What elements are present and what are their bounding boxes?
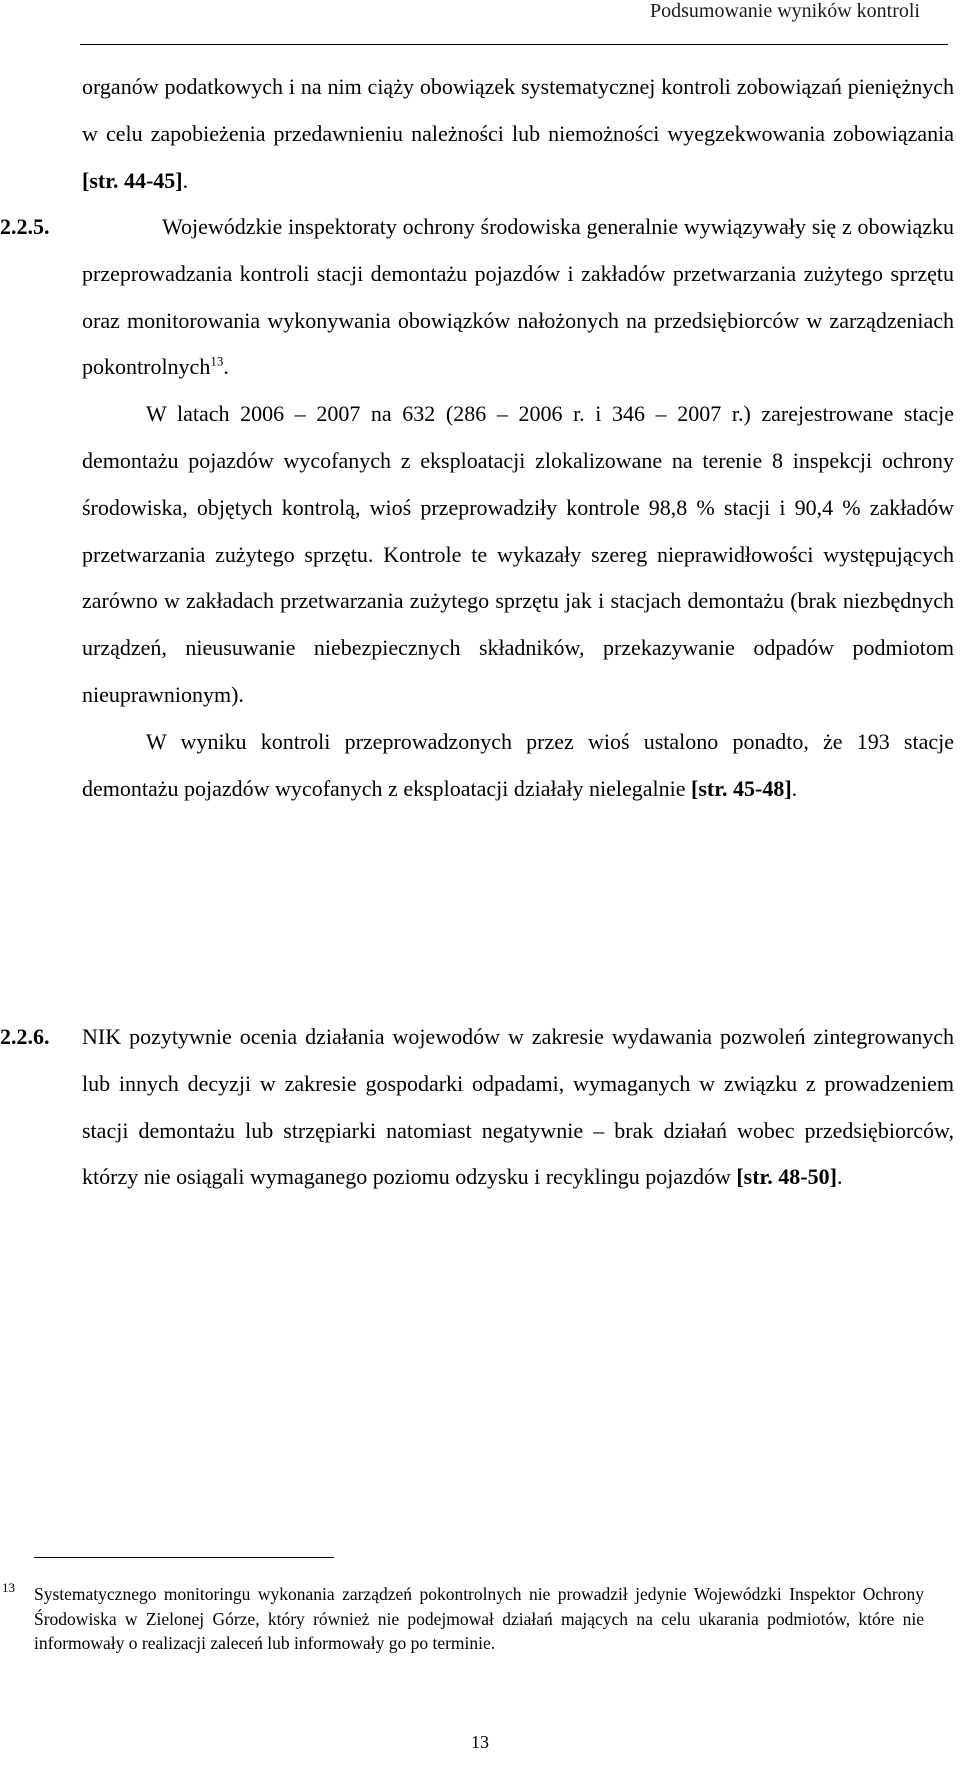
running-header-title: Podsumowanie wyników kontroli — [650, 0, 920, 22]
section-paragraph: Wojewódzkie inspektoraty ochrony środowiska generalnie wywiązywały się z obowiązku przeprowadzania kontroli stacji demontażu pojazdów i zakładów przetwarzania zużytego sprzętu oraz monitorowania wykonywania obowiązków nałożonych na przedsiębiorców w zarządzeniach pokontrolnych$^{13}$. — [82, 214, 954, 380]
footnote-mark: 13 — [2, 1580, 15, 1595]
page-reference: [str. 48-50] — [736, 1164, 837, 1190]
section-number: 2.2.5. — [0, 214, 50, 239]
section-number: 2.2.6. — [0, 1024, 50, 1049]
footnote-rule — [34, 1557, 334, 1558]
section-paragraph: W latach 2006 – 2007 na 632 (286 – 2006 r. i 346 – 2007 r.) zarejestrowane stacje demontażu pojazdów wycofanych z eksploatacji zlokalizowane na terenie 8 inspekcji ochrony środowiska, objętych kontrolą, wioś przeprowadziły kontrole 98,8 % stacji i 90,4 % zakładów przetwarzania zużytego sprzętu. Kontrole te wykazały szereg nieprawidłowości występujących zarówno w zakładach przetwarzania zużytego sprzętu jak i stacjach demontażu (brak niezbędnych urządzeń, nieusuwanie niebezpiecznych składników, przekazywanie odpadów podmiotom nieuprawnionym). — [82, 401, 954, 707]
footnote-reference: 13 — [210, 354, 224, 370]
paragraph-continuation: organów podatkowych i na nim ciąży obowiązek systematycznej kontroli zobowiązań pieniężnych w celu zapobieżenia przedawnieniu należności lub niemożności wyegzekwowania zobowiązania [str. 44-45]. — [82, 74, 954, 193]
page-reference: [str. 45-48] — [691, 775, 792, 801]
section-paragraph: NIK pozytywnie ocenia działania wojewodów w zakresie wydawania pozwoleń zintegrowanych lub innych decyzji w zakresie gospodarki odpadami, wymaganych w związku z prowadzeniem stacji demontażu lub strzępiarki natomiast negatywnie – brak działań wobec przedsiębiorców, którzy nie osiągali wymaganego poziomu odzysku i recyklingu pojazdów [str. 48-50]. — [82, 1024, 954, 1190]
section-paragraph: W wyniku kontroli przeprowadzonych przez wioś ustalono ponadto, że 193 stacje demontażu pojazdów wycofanych z eksploatacji działały nielegalnie [str. 45-48]. — [82, 728, 954, 801]
header-rule — [80, 44, 948, 45]
page-reference: [str. 44-45] — [82, 167, 183, 193]
paragraph-text: organów podatkowych i na nim ciąży obowiązek systematycznej kontroli zobowiązań pieniężnych w celu zapobieżenia przedawnieniu należności lub niemożności wyegzekwowania zobowiązania — [82, 74, 954, 146]
footnote-text: Systematycznego monitoringu wykonania zarządzeń pokontrolnych nie prowadził jedynie Wojewódzki Inspektor Ochrony Środowiska w Zielonej Górze, który również nie podejmował działań mających na celu ukarania podmiotów, które nie informowały o realizacji zaleceń lub informowały go po terminie. — [34, 1584, 924, 1653]
main-text — [82, 64, 954, 204]
page-number: 13 — [471, 1732, 489, 1752]
footnote — [0, 1582, 960, 1656]
section-2-2-6 — [0, 1014, 954, 1201]
section-2-2-5 — [0, 204, 954, 812]
